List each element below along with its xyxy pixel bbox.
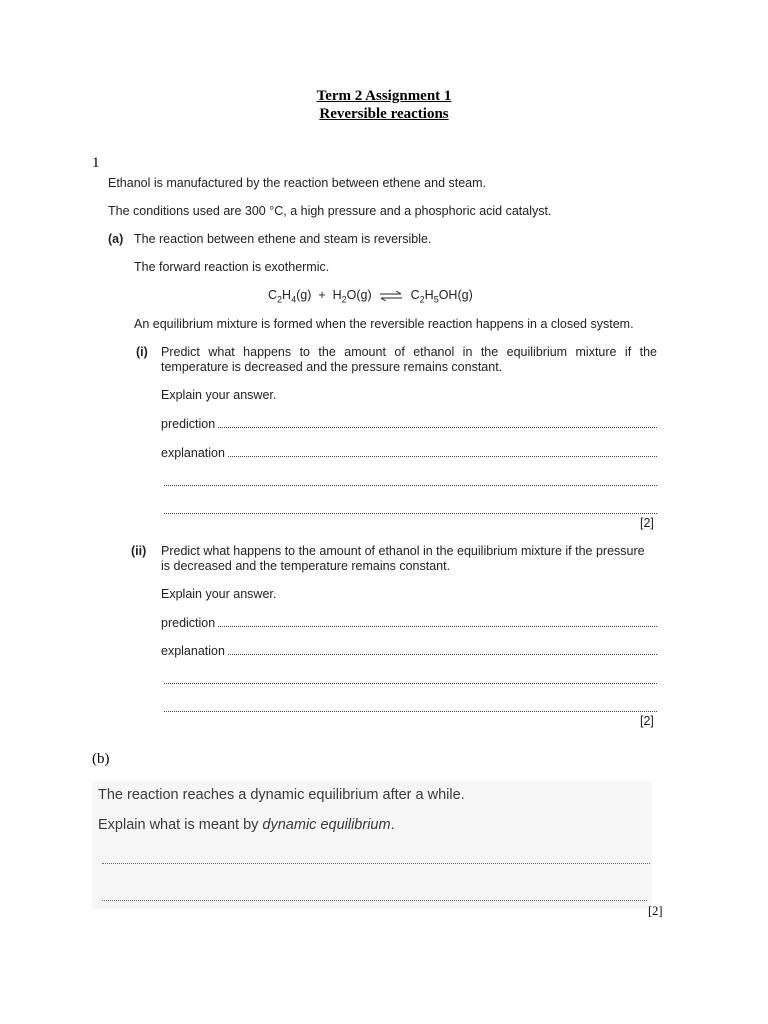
eq-sub-h2: 2: [341, 294, 347, 305]
answer-dots: [228, 643, 657, 655]
equilibrium-arrow-icon: [379, 291, 403, 301]
page-title: Term 2 Assignment 1: [316, 88, 452, 104]
eq-sub-h5: 5: [433, 294, 439, 305]
part-a-label: (a): [108, 232, 124, 246]
part-a-line-1: The reaction between ethene and steam is reversible.: [134, 232, 432, 246]
eq-sub-c2: 2: [277, 294, 283, 305]
part-a-ii-prediction-line[interactable]: [161, 615, 657, 630]
part-a-i-question-2: temperature is decreased and the pressure remains constant.: [161, 360, 503, 374]
part-a-i-explain: Explain your answer.: [161, 388, 277, 402]
part-a-ii-explanation-line[interactable]: [161, 643, 657, 658]
eq-sub-c2-b: 2: [419, 294, 425, 305]
part-a-line-3: An equilibrium mixture is formed when the reversible reaction happens in a closed system.: [134, 317, 634, 331]
explanation-label: explanation: [161, 446, 225, 460]
part-b-label: (b): [92, 751, 110, 767]
eq-carbon: C: [268, 288, 278, 302]
part-b-marks: [2]: [648, 904, 663, 918]
part-b-line-1: The reaction reaches a dynamic equilibrium after a while.: [98, 787, 465, 803]
answer-dots: [228, 445, 657, 457]
part-a-ii-explain: Explain your answer.: [161, 587, 277, 601]
part-a-i-answer-line-3[interactable]: [164, 484, 657, 486]
part-a-line-2: The forward reaction is exothermic.: [134, 260, 330, 274]
part-a-i-label: (i): [136, 345, 148, 359]
part-a-i-explanation-line[interactable]: [161, 445, 657, 460]
part-b-line-2-suffix: .: [390, 817, 395, 833]
part-b-line-2-prefix: Explain what is meant by: [98, 817, 263, 833]
part-a-i-marks: [2]: [640, 516, 654, 530]
part-b-line-2: [98, 817, 395, 833]
intro-line-2: The conditions used are 300 °C, a high pressure and a phosphoric acid catalyst.: [108, 204, 552, 218]
eq-hydrogen-2: H: [332, 288, 342, 302]
eq-hydroxyl-gas: OH(g): [438, 288, 473, 302]
answer-dots: [218, 615, 657, 627]
eq-carbon-2: C: [410, 288, 420, 302]
part-a-i-question-1: Predict what happens to the amount of ethanol in the equilibrium mixture if the: [161, 345, 657, 359]
part-a-ii-answer-line-3[interactable]: [164, 682, 657, 684]
eq-plus: +: [318, 288, 326, 302]
eq-hydrogen: H: [282, 288, 292, 302]
part-b-answer-line-1[interactable]: [102, 862, 650, 864]
part-a-ii-marks: [2]: [640, 714, 654, 728]
part-b-answer-line-2[interactable]: [102, 899, 647, 901]
part-a-ii-label: (ii): [131, 544, 147, 558]
eq-oxygen-gas: O(g): [346, 288, 372, 302]
eq-hydrogen-3: H: [424, 288, 434, 302]
part-b-term: dynamic equilibrium: [262, 817, 391, 833]
eq-state-gas: (g): [296, 288, 312, 302]
explanation-label: explanation: [161, 644, 225, 658]
part-a-i-answer-line-4[interactable]: [164, 512, 657, 514]
reaction-equation: [268, 288, 473, 305]
answer-dots: [218, 416, 657, 428]
prediction-label: prediction: [161, 417, 216, 431]
question-number: 1: [92, 155, 100, 171]
page-subtitle: Reversible reactions: [319, 106, 449, 122]
part-a-ii-question-2: is decreased and the temperature remains constant.: [161, 559, 451, 573]
eq-sub-h4: 4: [291, 294, 297, 305]
part-a-ii-question-1: Predict what happens to the amount of ethanol in the equilibrium mixture if the pressure: [161, 544, 645, 558]
part-a-ii-answer-line-4[interactable]: [164, 710, 657, 712]
intro-line-1: Ethanol is manufactured by the reaction between ethene and steam.: [108, 176, 487, 190]
part-a-i-prediction-line[interactable]: [161, 416, 657, 431]
prediction-label: prediction: [161, 616, 216, 630]
